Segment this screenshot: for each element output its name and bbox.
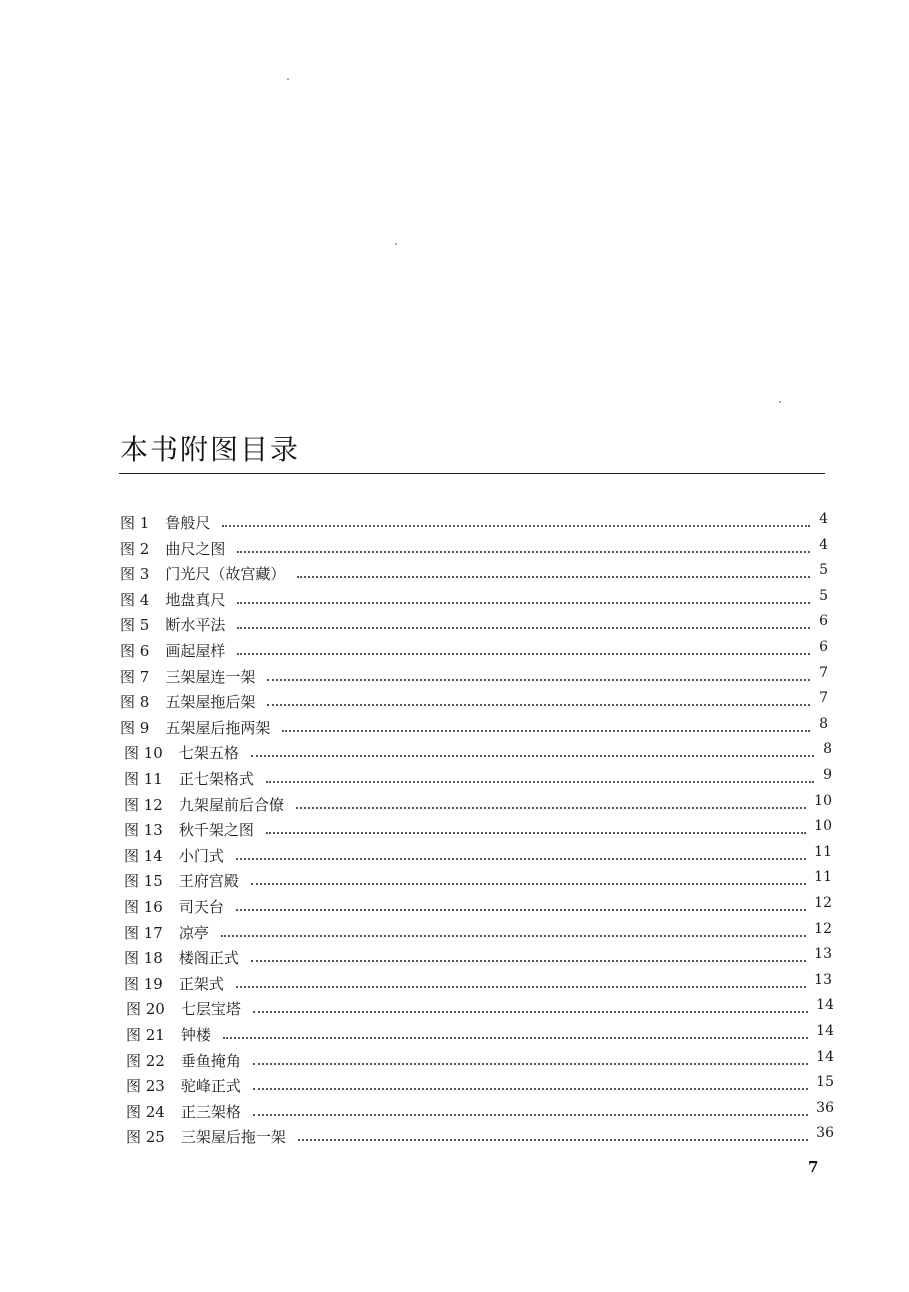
toc-entry: [120, 662, 828, 688]
toc-entry: [124, 764, 832, 790]
toc-entry: [126, 994, 834, 1020]
toc-entry: [124, 841, 832, 867]
figure-label: 图 1: [120, 514, 150, 532]
toc-entry: [120, 687, 828, 713]
figure-label: 图 14: [124, 847, 163, 865]
toc-entry: [120, 508, 828, 534]
figure-label: 图 16: [124, 898, 163, 916]
figure-page-number: 4: [819, 537, 828, 553]
figure-title: 断水平法: [165, 616, 226, 634]
toc-entry: [124, 866, 832, 892]
figure-page-number: 14: [816, 997, 834, 1013]
toc-entry: [120, 610, 828, 636]
figure-page-number: 15: [816, 1074, 834, 1090]
figure-page-number: 7: [819, 665, 828, 681]
dot-leader: [266, 781, 814, 783]
dot-leader: [253, 1011, 808, 1013]
toc-entry: [124, 790, 832, 816]
figure-title: 垂鱼掩角: [180, 1052, 241, 1070]
figure-label: 图 15: [124, 872, 163, 890]
figure-label: 图 8: [120, 693, 150, 711]
dot-leader: [221, 935, 806, 937]
dot-leader: [253, 1088, 808, 1090]
toc-entry: [126, 1122, 834, 1148]
figure-label: 图 23: [126, 1077, 165, 1095]
dot-leader: [236, 986, 806, 988]
toc-entry: [120, 636, 828, 662]
figure-label: 图 24: [126, 1103, 165, 1121]
dot-leader: [282, 730, 810, 732]
dot-leader: [251, 755, 814, 757]
toc-entry: [120, 713, 828, 739]
toc-entry: [124, 738, 832, 764]
figure-title: 门光尺（故宫藏）: [165, 565, 286, 583]
figure-title: 三架屋后拖一架: [180, 1128, 286, 1146]
toc-entry: [124, 943, 832, 969]
figure-page-number: 5: [819, 588, 828, 604]
figure-label: 图 22: [126, 1052, 165, 1070]
figure-title: 正三架格: [180, 1103, 241, 1121]
toc-entry: [126, 1071, 834, 1097]
toc-entry: [124, 918, 832, 944]
dot-leader: [267, 704, 810, 706]
figure-page-number: 12: [814, 895, 832, 911]
dot-leader: [251, 883, 806, 885]
figure-title: 秋千架之图: [178, 821, 254, 839]
dot-leader: [297, 576, 810, 578]
dot-leader: [236, 909, 806, 911]
figure-label: 图 20: [126, 1000, 165, 1018]
toc-entry: [120, 585, 828, 611]
dot-leader: [251, 960, 806, 962]
toc-entry: [120, 559, 828, 585]
figure-page-number: 14: [816, 1049, 834, 1065]
dot-leader: [237, 602, 810, 604]
figure-label: 图 13: [124, 821, 163, 839]
dot-leader: [237, 551, 810, 553]
figure-label: 图 9: [120, 719, 150, 737]
figure-label: 图 19: [124, 975, 163, 993]
dot-leader: [253, 1114, 808, 1116]
figure-title: 鲁般尺: [165, 514, 211, 532]
figure-page-number: 10: [814, 818, 832, 834]
figure-page-number: 8: [823, 741, 832, 757]
dot-leader: [237, 627, 810, 629]
toc-entry: [124, 815, 832, 841]
figure-title: 三架屋连一架: [165, 668, 256, 686]
figure-title: 五架屋后拖两架: [165, 719, 271, 737]
figure-page-number: 11: [814, 869, 832, 885]
dot-leader: [223, 1037, 808, 1039]
dot-leader: [267, 679, 810, 681]
figure-title: 正架式: [178, 975, 224, 993]
figure-title: 画起屋样: [165, 642, 226, 660]
figure-page-number: 5: [819, 562, 828, 578]
figure-title: 驼峰正式: [180, 1077, 241, 1095]
dot-leader: [296, 807, 806, 809]
figure-page-number: 7: [819, 690, 828, 706]
figure-label: 图 18: [124, 949, 163, 967]
page-title: 本书附图目录: [120, 433, 301, 466]
figure-page-number: 6: [819, 613, 828, 629]
toc-entry: [124, 892, 832, 918]
figure-label: 图 12: [124, 796, 163, 814]
figure-label: 图 17: [124, 924, 163, 942]
figure-title: 七层宝塔: [180, 1000, 241, 1018]
dot-leader: [266, 832, 806, 834]
dot-leader: [253, 1063, 808, 1065]
figure-page-number: 36: [816, 1125, 834, 1141]
toc-entry: [124, 969, 832, 995]
figure-title: 五架屋拖后架: [165, 693, 256, 711]
figure-title: 楼阁正式: [178, 949, 239, 967]
figure-title: 曲尺之图: [165, 540, 226, 558]
figure-page-number: 12: [814, 921, 832, 937]
figure-label: 图 11: [124, 770, 163, 788]
toc-entry: [126, 1046, 834, 1072]
figure-page-number: 11: [814, 844, 832, 860]
figure-title: 七架五格: [178, 744, 239, 762]
dot-leader: [222, 525, 810, 527]
dot-leader: [237, 653, 810, 655]
figure-page-number: 13: [814, 946, 832, 962]
figure-label: 图 21: [126, 1026, 165, 1044]
figure-label: 图 25: [126, 1128, 165, 1146]
dot-leader: [298, 1139, 808, 1141]
figure-label: 图 2: [120, 540, 150, 558]
figure-title: 钟楼: [180, 1026, 211, 1044]
figure-page-number: 8: [819, 716, 828, 732]
figure-label: 图 7: [120, 668, 150, 686]
dot-leader: [236, 858, 806, 860]
title-divider: [119, 473, 825, 474]
figure-title: 王府宫殿: [178, 872, 239, 890]
figure-title: 九架屋前后合僚: [178, 796, 284, 814]
figure-title: 地盘真尺: [165, 591, 226, 609]
figure-label: 图 5: [120, 616, 150, 634]
figure-page-number: 9: [823, 767, 832, 783]
figure-title: 正七架格式: [178, 770, 254, 788]
figure-page-number: 36: [816, 1100, 834, 1116]
figure-label: 图 10: [124, 744, 163, 762]
toc-entry: [126, 1020, 834, 1046]
figure-page-number: 4: [819, 511, 828, 527]
figure-page-number: 10: [814, 793, 832, 809]
figure-title: 司天台: [178, 898, 224, 916]
figure-label: 图 3: [120, 565, 150, 583]
figure-page-number: 14: [816, 1023, 834, 1039]
page-number: 7: [808, 1158, 819, 1176]
figure-title: 小门式: [178, 847, 224, 865]
figure-page-number: 6: [819, 639, 828, 655]
figure-page-number: 13: [814, 972, 832, 988]
toc-entry: [120, 534, 828, 560]
toc-entry: [126, 1097, 834, 1123]
figure-title: 凉亭: [178, 924, 209, 942]
figure-label: 图 4: [120, 591, 150, 609]
figure-label: 图 6: [120, 642, 150, 660]
